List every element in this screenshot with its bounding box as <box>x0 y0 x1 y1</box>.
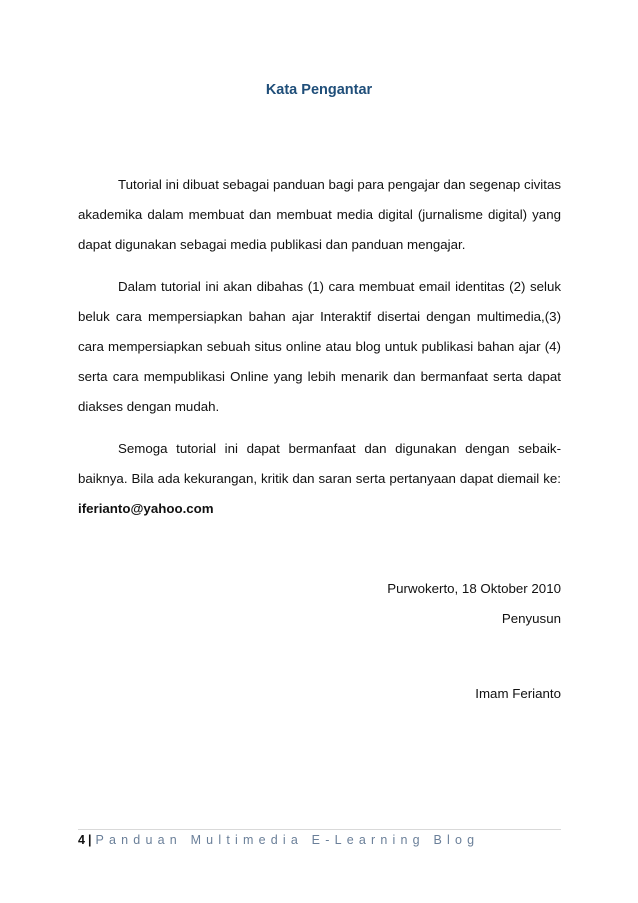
paragraph-contents: Dalam tutorial ini akan dibahas (1) cara membuat email identitas (2) seluk beluk cara mempersiapkan bahan ajar Interaktif disertai dengan multimedia,(3) cara mempersiapkan sebuah situs online atau blog untuk publikasi bahan ajar (4) serta cara mempublikasi Online yang lebih menarik dan bermanfaat serta dapat diakses dengan mudah. <box>78 279 561 414</box>
signature-role: Penyusun <box>501 611 561 626</box>
contact-email[interactable]: iferianto@yahoo.com <box>78 501 214 516</box>
footer-divider <box>78 829 561 830</box>
page-title: Kata Pengantar <box>265 82 373 98</box>
paragraph-closing <box>78 434 561 524</box>
running-head: Panduan Multimedia E-Learning Blog <box>95 833 480 847</box>
page-number: 4 <box>78 833 85 847</box>
signature-place-date: Purwokerto, 18 Oktober 2010 <box>387 581 561 596</box>
signature-name: Imam Ferianto <box>475 686 561 701</box>
body-text <box>78 170 561 536</box>
footer-separator: | <box>87 833 92 847</box>
closing-text: Semoga tutorial ini dapat bermanfaat dan digunakan dengan sebaik-baiknya. Bila ada kekurangan, kritik dan saran serta pertanyaan dapat diemail ke: <box>78 441 561 486</box>
paragraph-intro: Tutorial ini dibuat sebagai panduan bagi para pengajar dan segenap civitas akademika dalam membuat dan membuat media digital (jurnalisme digital) yang dapat digunakan sebagai media publikasi dan panduan mengajar. <box>78 177 561 252</box>
page-footer <box>78 833 479 847</box>
